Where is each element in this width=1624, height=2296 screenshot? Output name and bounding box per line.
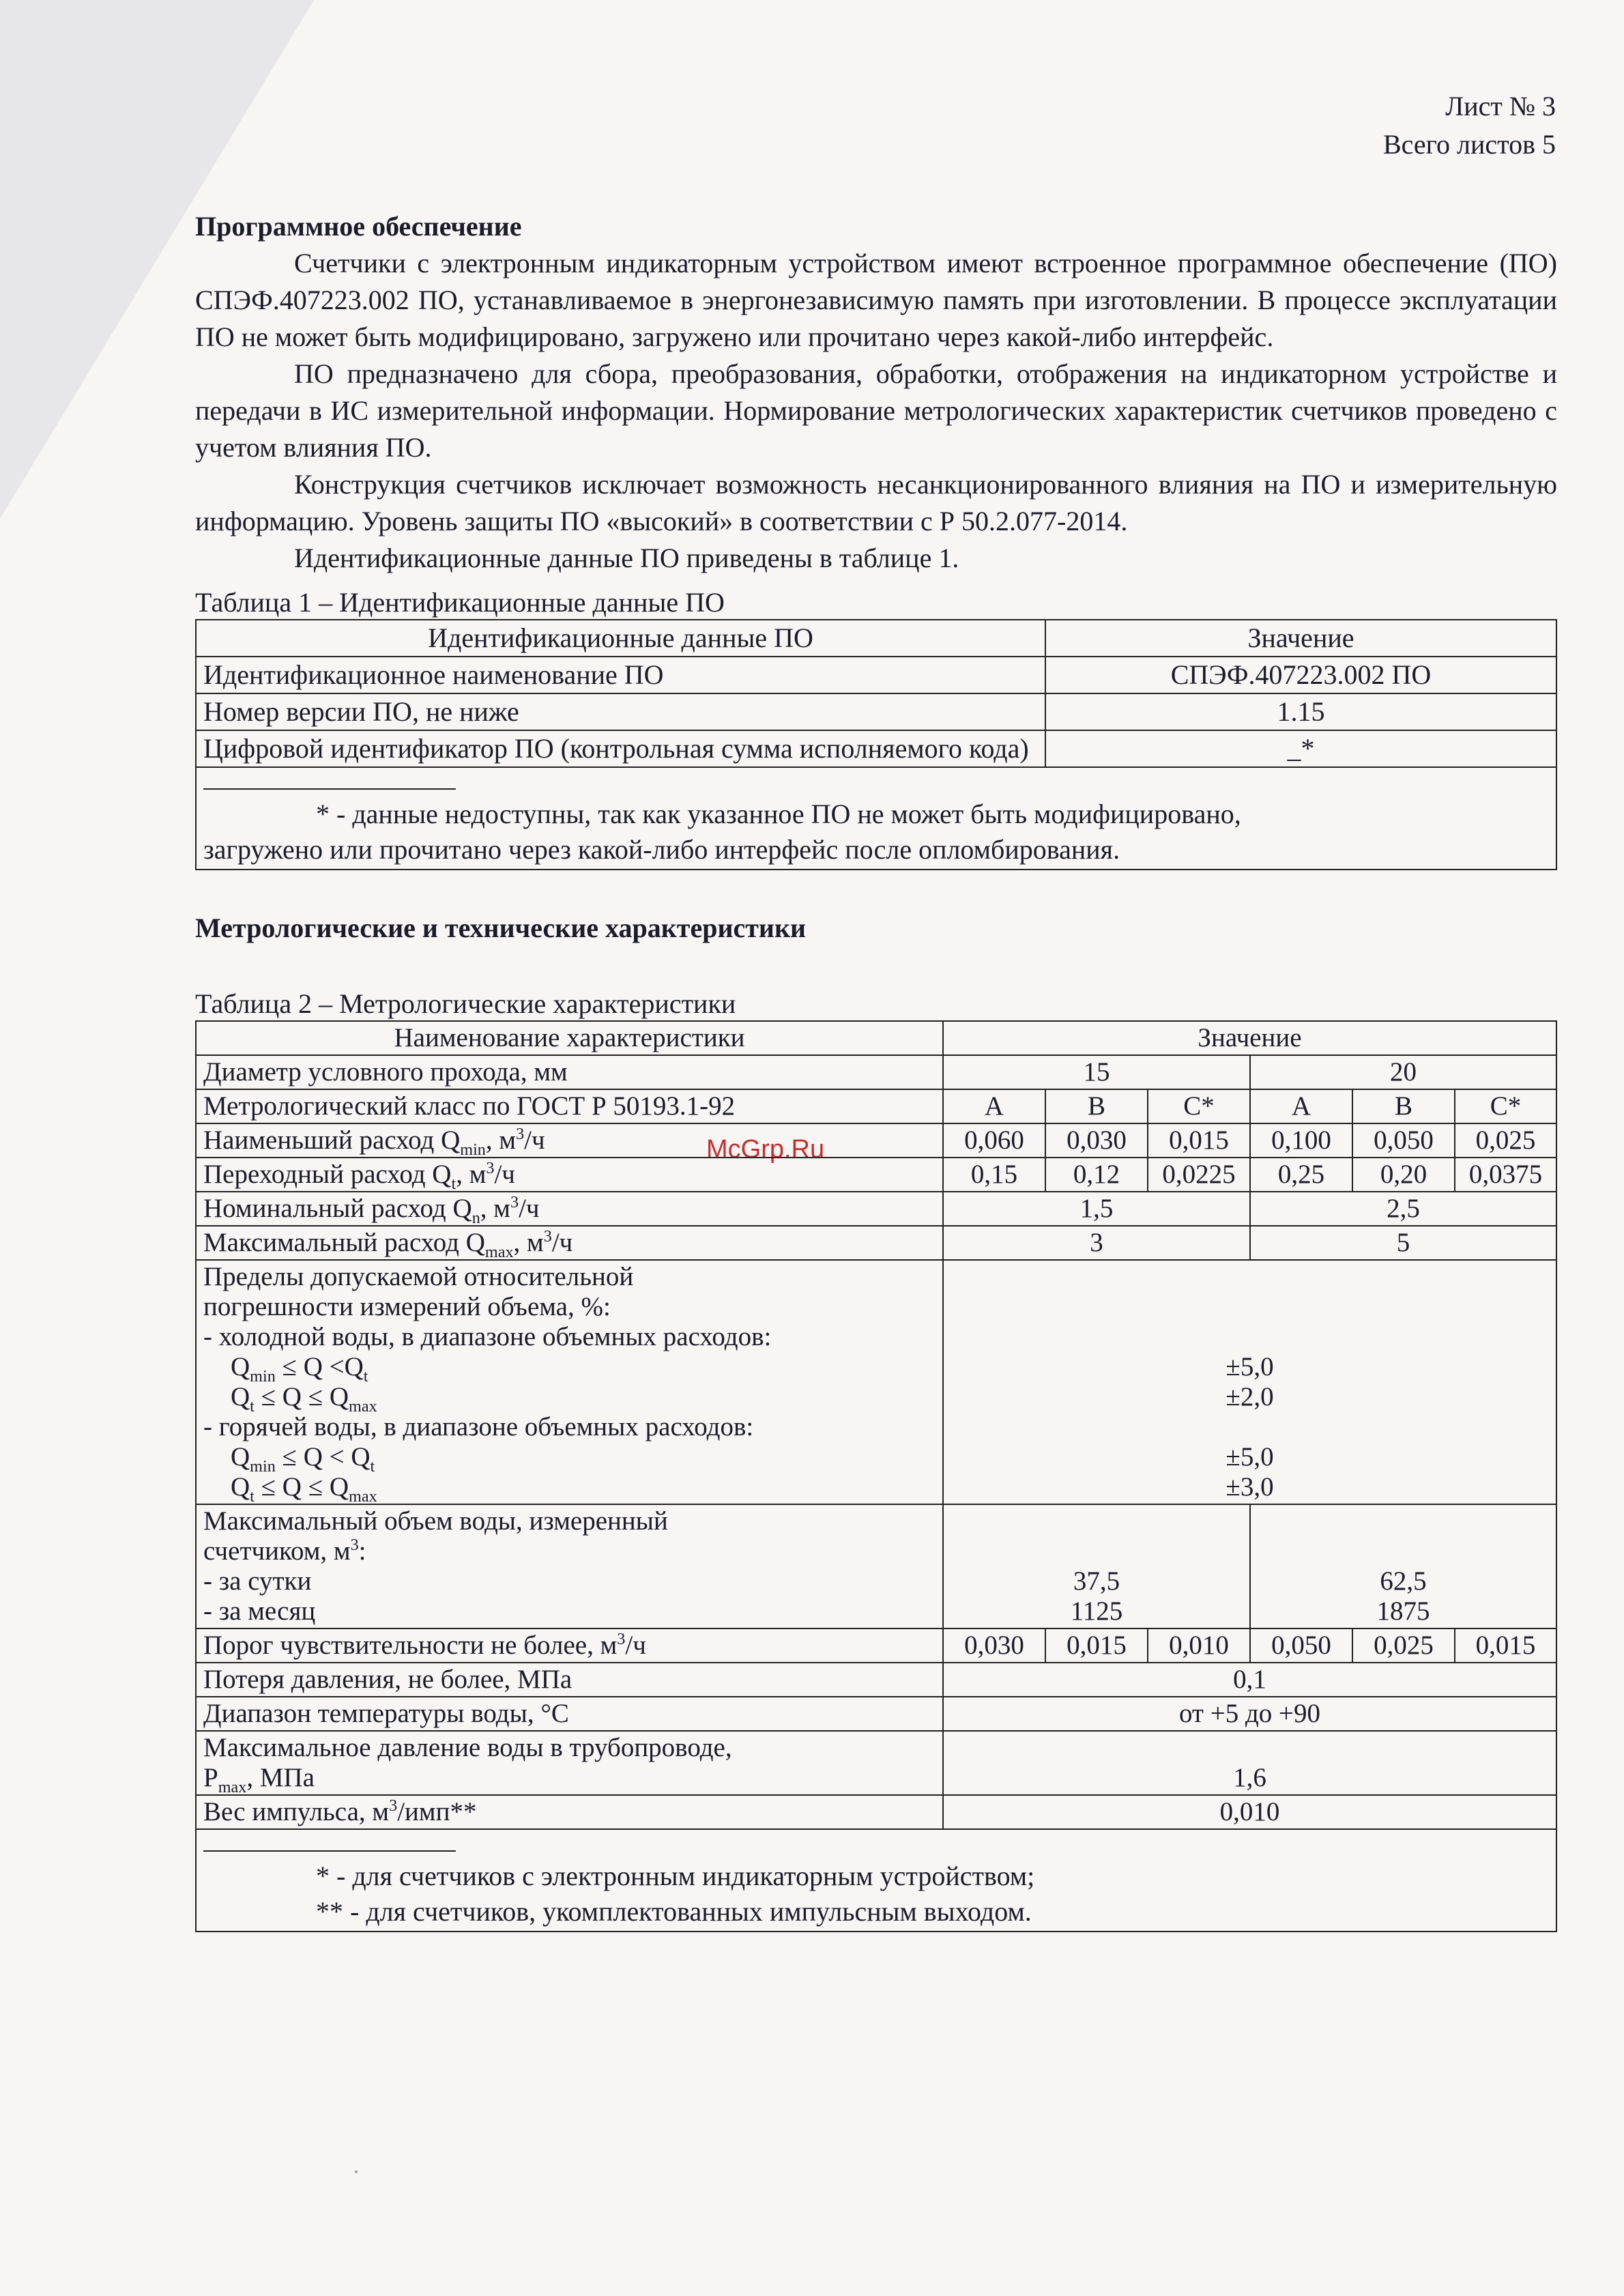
table-cell: 0,1 (943, 1663, 1556, 1697)
table-cell: Идентификационное наименование ПО (196, 657, 1045, 693)
table-cell: 0,12 (1045, 1158, 1148, 1192)
table-row (196, 1628, 1556, 1663)
table-software-id (195, 619, 1557, 870)
software-paragraph: Идентификационные данные ПО приведены в таблице 1. (294, 543, 959, 573)
table-cell: Максимальный расход $Q_{max}$, $м^3/ч$ (196, 1226, 943, 1260)
table-cell: Порог чувствительности не более, $м^3/ч$ (196, 1628, 943, 1663)
table-cell: B (1045, 1089, 1148, 1123)
table-cell: Вес импульса, $м^3/имп**$ (196, 1795, 943, 1829)
total-sheets: Всего листов 5 (1382, 129, 1556, 160)
table-cell: 0,025 (1352, 1628, 1455, 1663)
table-row (196, 1089, 1556, 1123)
sheet-label: Лист № 3 (1445, 91, 1556, 121)
table-row (196, 1795, 1556, 1829)
table-header-cell: Наименование характеристики (196, 1021, 943, 1055)
table-cell: 0,060 (943, 1123, 1045, 1158)
table-cell: 0,025 (1455, 1123, 1556, 1158)
table-header-cell: Значение (1045, 620, 1556, 657)
table-row (196, 1731, 1556, 1795)
table-row (196, 1260, 1556, 1504)
table-cell: Номер версии ПО, не ниже (196, 693, 1045, 730)
table-cell: 0,20 (1352, 1158, 1455, 1192)
table-cell: A (1250, 1089, 1352, 1123)
table-cell: 0,030 (943, 1628, 1045, 1663)
table-row (196, 1158, 1556, 1192)
table-cell: 0,015 (1455, 1628, 1556, 1663)
table-row (196, 1123, 1556, 1158)
table-cell: 0,015 (1148, 1123, 1250, 1158)
table2-caption: Таблица 2 – Метрологические характеристики (195, 988, 736, 1019)
table-header-cell: Идентификационные данные ПО (196, 620, 1045, 657)
table-row (196, 1055, 1556, 1089)
table-row (196, 693, 1556, 730)
footnote-text: * - данные недоступны, так как указанное ПО не может быть модифицировано, (316, 799, 1241, 829)
table-cell: 5 (1250, 1226, 1556, 1260)
table-row (196, 1829, 1556, 1932)
table-row (196, 657, 1556, 693)
table-cell: 37,5 1125 (943, 1504, 1250, 1628)
table-cell: 1,6 (943, 1731, 1556, 1795)
table-footnote (196, 1829, 1556, 1932)
table-cell: Диапазон температуры воды, °С (196, 1697, 943, 1731)
footnote-text: ** - для счетчиков, укомплектованных импульсным выходом. (316, 1896, 1032, 1927)
table-cell: 15 (943, 1055, 1250, 1089)
table-cell: 0,0225 (1148, 1158, 1250, 1192)
table-cell: A (943, 1089, 1045, 1123)
sheet-number (1383, 87, 1556, 164)
table-cell: 0,100 (1250, 1123, 1352, 1158)
table-cell: Переходный расход $Q_t$, $м^3/ч$ (196, 1158, 943, 1192)
table-cell: СПЭФ.407223.002 ПО (1045, 657, 1556, 693)
table-row (196, 767, 1556, 870)
table-metrology (195, 1020, 1557, 1932)
table-cell: от +5 до +90 (943, 1697, 1556, 1731)
footnote-divider (203, 1850, 456, 1852)
metrology-heading: Метрологические и технические характеристики (195, 913, 807, 943)
table-cell: Потеря давления, не более, МПа (196, 1663, 943, 1697)
footnote-text: * - для счетчиков с электронным индикаторным устройством; (316, 1861, 1035, 1891)
table-cell: 0,25 (1250, 1158, 1352, 1192)
table-cell: 62,5 1875 (1250, 1504, 1556, 1628)
table-row (196, 620, 1556, 657)
table-cell: Максимальное давление воды в трубопроводе, $P_{max}$, МПа (196, 1731, 943, 1795)
table-cell: Цифровой идентификатор ПО (контрольная сумма исполняемого кода) (196, 730, 1045, 767)
footnote-divider (203, 788, 456, 790)
table-cell: Наименьший расход $Q_{min}$, $м^3/ч$ (196, 1123, 943, 1158)
document-body (195, 208, 1557, 1932)
table-cell: 3 (943, 1226, 1250, 1260)
table-cell: B (1352, 1089, 1455, 1123)
table-row (196, 1192, 1556, 1226)
table-cell: ±5,0 ±2,0 ±5,0 ±3,0 (943, 1260, 1556, 1504)
table-cell: Метрологический класс по ГОСТ Р 50193.1-92 (196, 1089, 943, 1123)
scan-speck (355, 2170, 358, 2173)
table-row (196, 1663, 1556, 1697)
table-cell: 1.15 (1045, 693, 1556, 730)
table-row (196, 730, 1556, 767)
table-cell: 0,050 (1250, 1628, 1352, 1663)
table-cell: 0,15 (943, 1158, 1045, 1192)
table-cell: _* (1045, 730, 1556, 767)
table-cell: Диаметр условного прохода, мм (196, 1055, 943, 1089)
table-row (196, 1504, 1556, 1628)
table-cell: 0,030 (1045, 1123, 1148, 1158)
table-cell: 0,0375 (1455, 1158, 1556, 1192)
table1-caption: Таблица 1 – Идентификационные данные ПО (195, 587, 725, 618)
table-cell: 0,010 (1148, 1628, 1250, 1663)
table-footnote (196, 767, 1556, 870)
footnote-text: загружено или прочитано через какой-либо интерфейс после опломбирования. (203, 834, 1120, 865)
table-row (196, 1226, 1556, 1260)
table-cell: Максимальный объем воды, измеренный счетчиком, $м^3$: - за сутки - за месяц (196, 1504, 943, 1628)
table-header-cell: Значение (943, 1021, 1556, 1055)
table-cell: 1,5 (943, 1192, 1250, 1226)
table-cell: Пределы допускаемой относительной погрешности измерений объема, %: - холодной воды, в диапазоне объемных расходов: $Q_{min} \le Q <Q_t$ $Q_t \le Q \le Q_{max}$ - горячей воды, в диапазоне объемных расходов: $Q_{min} \le Q < Q_t$ $Q_t \le Q \le Q_{max}$ (196, 1260, 943, 1504)
table-cell: 0,010 (943, 1795, 1556, 1829)
table-cell: C* (1455, 1089, 1556, 1123)
table-cell: Номинальный расход $Q_n$, $м^3/ч$ (196, 1192, 943, 1226)
table-cell: 0,015 (1045, 1628, 1148, 1663)
software-paragraph: Конструкция счетчиков исключает возможность несанкционированного влияния на ПО и измерительную информацию. Уровень защиты ПО «высокий» в соответствии с Р 50.2.077-2014. (195, 469, 1557, 536)
software-paragraph: Счетчики с электронным индикаторным устройством имеют встроенное программное обеспечение (ПО) СПЭФ.407223.002 ПО, устанавливаемое в энергонезависимую память при изготовлении. В процессе эксплуатации ПО не может быть модифицировано, загружено или прочитано через какой-либо интерфейс. (195, 248, 1557, 352)
table-cell: 2,5 (1250, 1192, 1556, 1226)
table-row (196, 1697, 1556, 1731)
watermark: McGrp.Ru (706, 1135, 825, 1164)
table-cell: 20 (1250, 1055, 1556, 1089)
table-cell: C* (1148, 1089, 1250, 1123)
table-cell: 0,050 (1352, 1123, 1455, 1158)
table-row (196, 1021, 1556, 1055)
software-paragraph: ПО предназначено для сбора, преобразования, обработки, отображения на индикаторном устройстве и передачи в ИС измерительной информации. Нормирование метрологических характеристик счетчиков проведено с учетом влияния ПО. (195, 358, 1557, 463)
software-heading: Программное обеспечение (195, 211, 522, 242)
